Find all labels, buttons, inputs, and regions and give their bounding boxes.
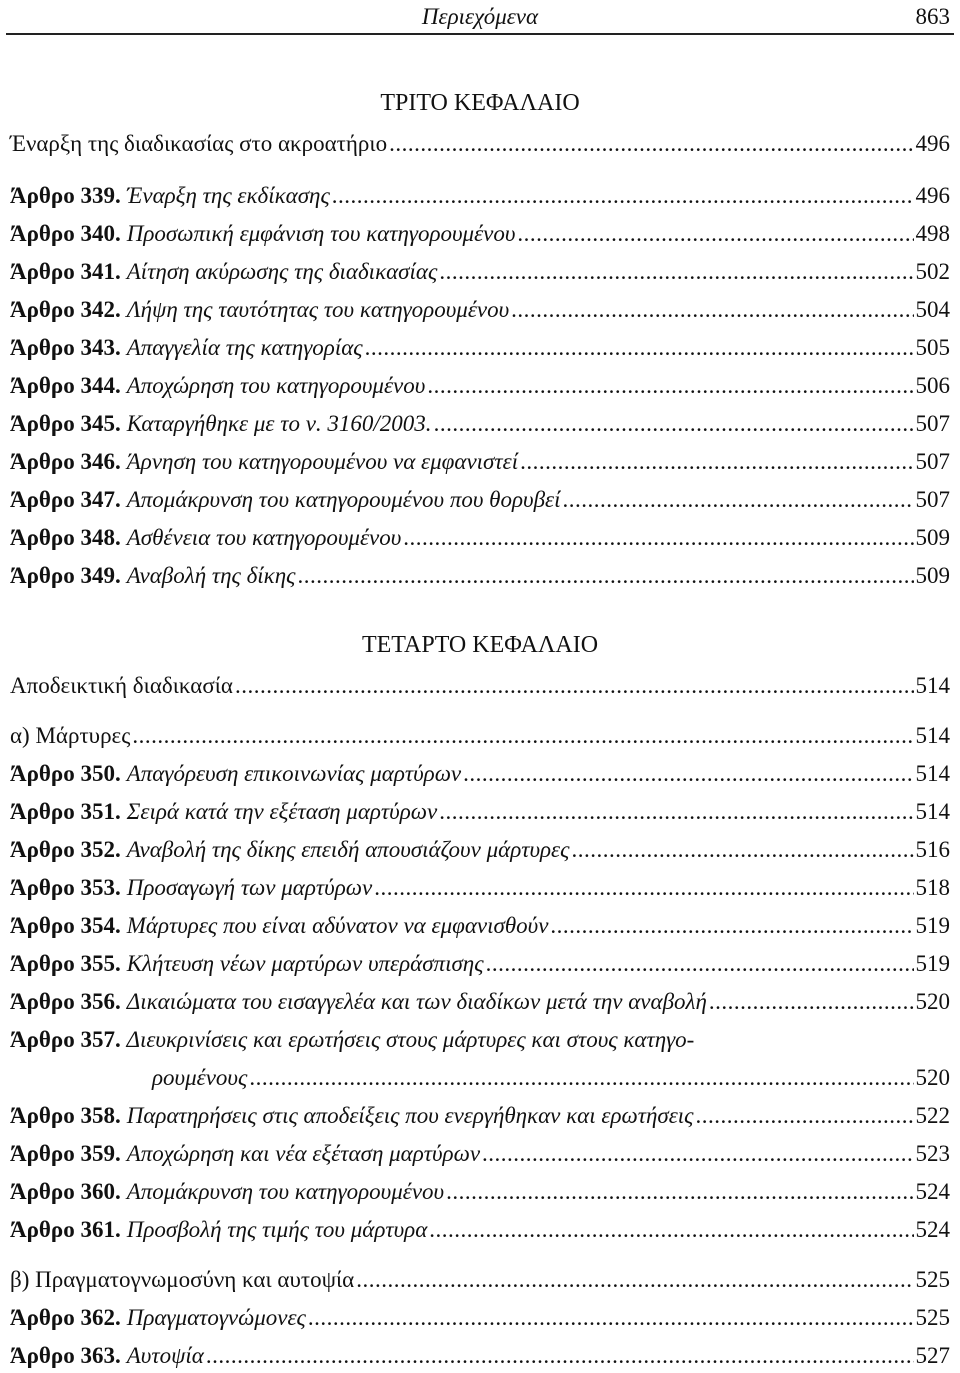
toc-entry[interactable]: [10, 834, 950, 866]
toc-entry[interactable]: [10, 1176, 950, 1208]
toc-entry-label: Άρθρο 363.: [10, 1343, 121, 1368]
leader-dots: [571, 834, 913, 866]
leader-dots: [709, 986, 914, 1018]
toc-entry-page: 507: [915, 449, 950, 474]
toc-entry[interactable]: [10, 1264, 950, 1296]
toc-entry[interactable]: [10, 910, 950, 942]
toc-entry-title: Ασθένεια του κατηγορουμένου: [126, 525, 402, 550]
toc-entry-title: Απομάκρυνση του κατηγορουμένου που θορυβεί: [126, 487, 561, 512]
leader-dots: [550, 910, 913, 942]
running-head-title: Περιεχόμενα: [421, 4, 539, 29]
toc-entry-title: Έναρξη της διαδικασίας στο ακροατήριο: [10, 131, 388, 156]
toc-entry-title: Δικαιώματα του εισαγγελέα και των διαδίκων μετά την αναβολή: [126, 989, 707, 1014]
leader-dots: [562, 484, 913, 516]
toc-entry-title: Προσαγωγή των μαρτύρων: [126, 875, 373, 900]
toc-entry-title: Απαγγελία της κατηγορίας: [126, 335, 363, 360]
toc-entry-label: Άρθρο 355.: [10, 951, 121, 976]
toc-entry[interactable]: [10, 720, 950, 752]
toc-entry-title: Αποχώρηση και νέα εξέταση μαρτύρων: [126, 1141, 481, 1166]
leader-dots: [403, 522, 913, 554]
toc-entry-page: 496: [915, 131, 950, 156]
toc-entry-title: Μάρτυρες που είναι αδύνατον να εμφανισθούν: [126, 913, 549, 938]
toc-entry-first-line[interactable]: [10, 1024, 950, 1056]
toc-entry-label: Άρθρο 345.: [10, 411, 121, 436]
leader-dots: [517, 218, 913, 250]
running-head: [0, 0, 960, 36]
toc-entry[interactable]: [10, 294, 950, 326]
toc-entry[interactable]: [10, 256, 950, 288]
toc-entry-label: Άρθρο 360.: [10, 1179, 121, 1204]
toc-entry[interactable]: [10, 332, 950, 364]
toc-entry-label: Άρθρο 352.: [10, 837, 121, 862]
toc-entry-page: 525: [915, 1267, 950, 1292]
leader-dots: [235, 670, 914, 702]
toc-entry-page: 509: [915, 563, 950, 588]
leader-dots: [356, 1264, 913, 1296]
leader-dots: [249, 1062, 913, 1094]
toc-entry-label: Άρθρο 348.: [10, 525, 121, 550]
toc-entry-continuation[interactable]: [152, 1062, 950, 1094]
toc-entry-title: Αυτοψία: [126, 1343, 204, 1368]
leader-dots: [427, 370, 913, 402]
toc-entry-label: Άρθρο 347.: [10, 487, 121, 512]
toc-entry[interactable]: [10, 758, 950, 790]
toc-entry[interactable]: [10, 872, 950, 904]
toc-entry-page: 524: [915, 1217, 950, 1242]
toc-entry-label: Άρθρο 356.: [10, 989, 121, 1014]
toc-entry-page: 507: [915, 411, 950, 436]
chapter-heading-third: ΤΡΙΤΟ ΚΕΦΑΛΑΙΟ: [380, 90, 580, 116]
toc-entry-page: 498: [915, 221, 950, 246]
toc-entry-title: Έναρξη της εκδίκασης: [126, 183, 330, 208]
toc-entry[interactable]: [10, 180, 950, 212]
toc-entry-title: β) Πραγματογνωμοσύνη και αυτοψία: [10, 1267, 355, 1292]
leader-dots: [374, 872, 913, 904]
toc-entry[interactable]: [10, 986, 950, 1018]
toc-entry-title: Σειρά κατά την εξέταση μαρτύρων: [126, 799, 438, 824]
toc-entry-title-continued: ρουμένους: [152, 1065, 248, 1090]
toc-entry-title: Απομάκρυνση του κατηγορουμένου: [126, 1179, 445, 1204]
toc-entry-page: 520: [915, 989, 950, 1014]
toc-entry-page: 496: [915, 183, 950, 208]
toc-entry[interactable]: [10, 560, 950, 592]
toc-entry-label: Άρθρο 357.: [10, 1027, 121, 1052]
leader-dots: [482, 1138, 913, 1170]
toc-entry-page: 522: [915, 1103, 950, 1128]
toc-entry-label: Άρθρο 354.: [10, 913, 121, 938]
toc-entry-page: 514: [915, 723, 950, 748]
toc-entry-title: Αίτηση ακύρωσης της διαδικασίας: [126, 259, 438, 284]
toc-entry-page: 514: [915, 761, 950, 786]
toc-entry[interactable]: [10, 128, 950, 160]
toc-entry-page: 524: [915, 1179, 950, 1204]
leader-dots: [389, 128, 913, 160]
toc-entry-label: Άρθρο 343.: [10, 335, 121, 360]
toc-entry-label: Άρθρο 339.: [10, 183, 121, 208]
toc-entry-label: Άρθρο 349.: [10, 563, 121, 588]
leader-dots: [463, 758, 913, 790]
toc-entry-page: 504: [915, 297, 950, 322]
toc-entry-title: Λήψη της ταυτότητας του κατηγορουμένου: [126, 297, 510, 322]
toc-entry-title: Παρατηρήσεις στις αποδείξεις που ενεργήθηκαν και ερωτήσεις: [126, 1103, 694, 1128]
leader-dots: [308, 1302, 914, 1334]
toc-entry[interactable]: [10, 370, 950, 402]
toc-entry[interactable]: [10, 948, 950, 980]
toc-entry[interactable]: [10, 1302, 950, 1334]
leader-dots: [365, 332, 914, 364]
toc-entry-label: Άρθρο 362.: [10, 1305, 121, 1330]
toc-entry[interactable]: [10, 1138, 950, 1170]
toc-entry-page: 505: [915, 335, 950, 360]
toc-entry-title: Καταργήθηκε με το ν. 3160/2003.: [126, 411, 432, 436]
leader-dots: [446, 1176, 913, 1208]
toc-entry[interactable]: [10, 670, 950, 702]
toc-entry-title: Άρνηση του κατηγορουμένου να εμφανιστεί: [126, 449, 519, 474]
leader-dots: [332, 180, 914, 212]
toc-entry-title: Διευκρινίσεις και ερωτήσεις στους μάρτυρες και στους κατηγο-: [126, 1027, 695, 1052]
toc-entry-title: Αποχώρηση του κατηγορουμένου: [126, 373, 426, 398]
toc-entry[interactable]: [10, 796, 950, 828]
leader-dots: [520, 446, 913, 478]
toc-entry-page: 520: [915, 1065, 950, 1090]
toc-entry-page: 507: [915, 487, 950, 512]
toc-entry-title: Αποδεικτική διαδικασία: [10, 673, 233, 698]
toc-entry-label: Άρθρο 353.: [10, 875, 121, 900]
leader-dots: [439, 796, 913, 828]
toc-entry-title: Κλήτευση νέων μαρτύρων υπεράσπισης: [126, 951, 484, 976]
toc-entry-page: 514: [915, 799, 950, 824]
chapter-heading-fourth: ΤΕΤΑΡΤΟ ΚΕΦΑΛΑΙΟ: [361, 632, 599, 658]
header-rule: [6, 33, 954, 35]
toc-entry-label: Άρθρο 344.: [10, 373, 121, 398]
leader-dots: [206, 1340, 914, 1372]
toc-entry-label: Άρθρο 361.: [10, 1217, 121, 1242]
toc-entry-label: Άρθρο 340.: [10, 221, 121, 246]
leader-dots: [439, 256, 913, 288]
toc-entry-title: Αναβολή της δίκης: [126, 563, 296, 588]
toc-entry[interactable]: [10, 1340, 950, 1372]
toc-entry[interactable]: [10, 1214, 950, 1246]
toc-entry-page: 523: [915, 1141, 950, 1166]
toc-entry[interactable]: [10, 446, 950, 478]
toc-entry-title: Προσβολή της τιμής του μάρτυρα: [126, 1217, 428, 1242]
toc-entry-label: Άρθρο 346.: [10, 449, 121, 474]
toc-entry[interactable]: [10, 218, 950, 250]
leader-dots: [132, 720, 913, 752]
leader-dots: [486, 948, 914, 980]
toc-entry-page: 518: [915, 875, 950, 900]
toc-entry-label: Άρθρο 342.: [10, 297, 121, 322]
toc-entry-title: α) Μάρτυρες: [10, 723, 131, 748]
toc-entry-page: 525: [915, 1305, 950, 1330]
toc-entry-page: 502: [915, 259, 950, 284]
toc-entry-page: 527: [915, 1343, 950, 1368]
toc-entry-title: Πραγματογνώμονες: [126, 1305, 306, 1330]
toc-entry-page: 519: [915, 913, 950, 938]
leader-dots: [434, 408, 914, 440]
leader-dots: [429, 1214, 913, 1246]
toc-entry-page: 516: [915, 837, 950, 862]
toc-entry-title: Αναβολή της δίκης επειδή απουσιάζουν μάρτυρες: [126, 837, 570, 862]
toc-entry-page: 519: [915, 951, 950, 976]
page-number: 863: [915, 4, 950, 29]
toc-entry-label: Άρθρο 341.: [10, 259, 121, 284]
toc-entry[interactable]: [10, 408, 950, 440]
toc-entry-page: 506: [915, 373, 950, 398]
toc-entry-label: Άρθρο 358.: [10, 1103, 121, 1128]
toc-entry-label: Άρθρο 359.: [10, 1141, 121, 1166]
leader-dots: [511, 294, 913, 326]
toc-entry-page: 509: [915, 525, 950, 550]
toc-entry-label: Άρθρο 350.: [10, 761, 121, 786]
toc-entry[interactable]: [10, 522, 950, 554]
toc-entry-title: Προσωπική εμφάνιση του κατηγορουμένου: [126, 221, 516, 246]
toc-entry-title: Απαγόρευση επικοινωνίας μαρτύρων: [126, 761, 462, 786]
leader-dots: [696, 1100, 914, 1132]
toc-entry[interactable]: [10, 1100, 950, 1132]
toc-entry[interactable]: [10, 484, 950, 516]
leader-dots: [297, 560, 913, 592]
toc-entry-label: Άρθρο 351.: [10, 799, 121, 824]
toc-entry-page: 514: [915, 673, 950, 698]
